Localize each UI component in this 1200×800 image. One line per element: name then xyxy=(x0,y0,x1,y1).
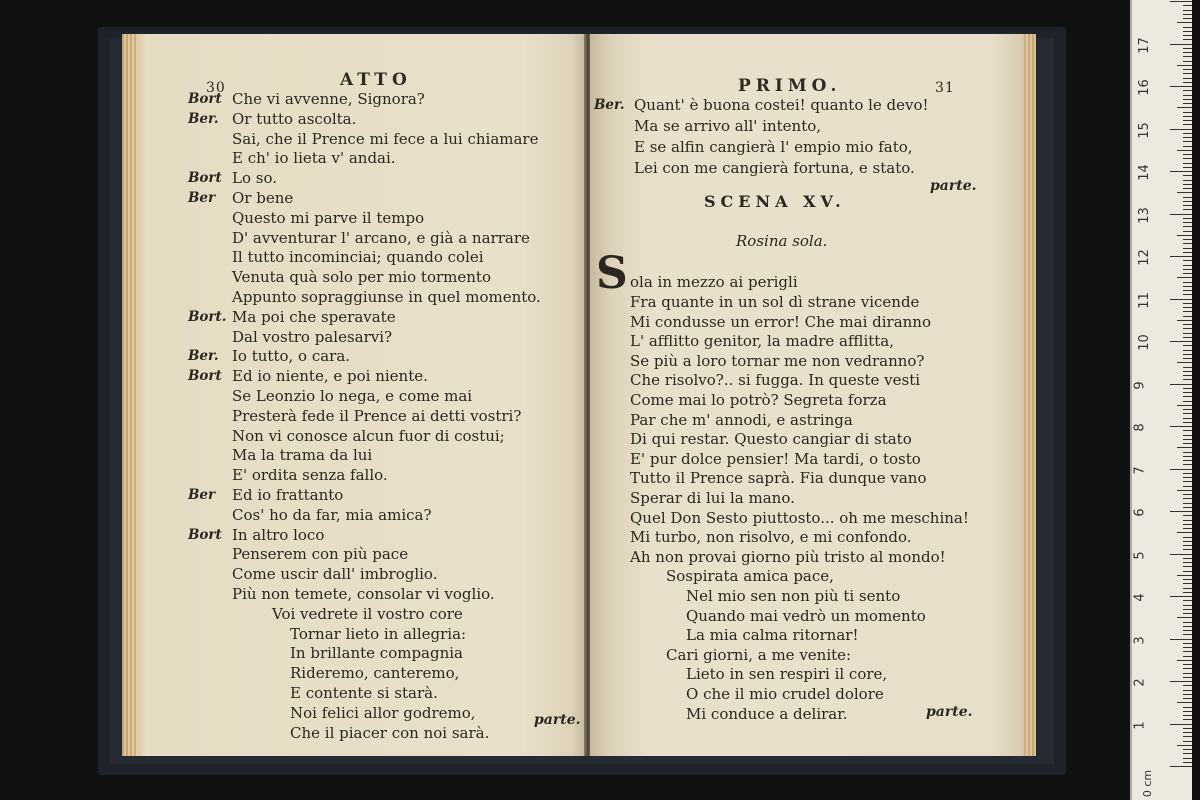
ruler-tick xyxy=(1183,498,1192,499)
ruler-tick xyxy=(1183,209,1192,210)
verse-line: Come mai lo potrò? Segreta forza xyxy=(630,391,887,409)
verse-line: E' ordita senza fallo. xyxy=(232,466,388,485)
ruler-tick xyxy=(1183,715,1192,716)
stage-direction-exit: parte. xyxy=(534,712,581,728)
ruler-tick xyxy=(1183,732,1192,733)
ruler-tick xyxy=(1183,503,1192,504)
ruler-tick xyxy=(1183,545,1192,546)
ruler-tick xyxy=(1183,571,1192,572)
ruler-tick xyxy=(1183,473,1192,474)
ruler-number: 4 xyxy=(1132,593,1148,602)
ruler-tick xyxy=(1183,762,1192,763)
ruler-tick xyxy=(1177,575,1192,576)
speaker-label: Ber xyxy=(188,190,216,206)
left-page xyxy=(122,34,586,756)
ruler-tick xyxy=(1183,396,1192,397)
verse-line: L' afflitto genitor, la madre afflitta, xyxy=(630,332,895,351)
ruler-tick xyxy=(1183,303,1192,304)
ruler-tick xyxy=(1183,566,1192,567)
ruler-tick xyxy=(1183,367,1192,368)
ruler-tick xyxy=(1183,146,1192,147)
ruler-tick xyxy=(1183,753,1192,754)
measuring-ruler xyxy=(1130,0,1192,800)
ruler-tick xyxy=(1183,354,1192,355)
ruler-tick xyxy=(1183,316,1192,317)
ruler-tick xyxy=(1183,337,1192,338)
ruler-number: 17 xyxy=(1136,36,1152,54)
running-head-right: PRIMO. xyxy=(738,76,842,96)
ruler-tick xyxy=(1170,299,1192,300)
ruler-tick xyxy=(1183,634,1192,635)
ruler-tick xyxy=(1183,167,1192,168)
ruler-tick xyxy=(1183,307,1192,308)
ruler-tick xyxy=(1183,486,1192,487)
ruler-tick xyxy=(1170,681,1192,682)
verse-line: Voi vedrete il vostro core xyxy=(272,604,463,623)
ruler-tick xyxy=(1183,651,1192,652)
running-head-left: ATTO xyxy=(340,70,412,90)
ruler-tick xyxy=(1183,163,1192,164)
ruler-tick xyxy=(1183,677,1192,678)
ruler-tick xyxy=(1183,537,1192,538)
ruler-tick xyxy=(1183,507,1192,508)
ruler-tick xyxy=(1183,630,1192,631)
ruler-tick xyxy=(1170,766,1192,767)
ruler-tick xyxy=(1183,609,1192,610)
verse-line: Non vi conosce alcun fuor di costui; xyxy=(232,426,505,445)
ruler-tick xyxy=(1183,290,1192,291)
ruler-number: 10 xyxy=(1136,334,1152,351)
ruler-tick xyxy=(1177,617,1192,618)
verse-line: Quando mai vedrò un momento xyxy=(686,606,926,625)
ruler-tick xyxy=(1170,469,1192,470)
ruler-tick xyxy=(1183,78,1192,79)
ruler-tick xyxy=(1183,698,1192,699)
ruler-tick xyxy=(1183,180,1192,181)
ruler-tick xyxy=(1170,426,1192,427)
ruler-tick xyxy=(1183,56,1192,57)
verse-line: Sai, che il Prence mi fece a lui chiamare xyxy=(232,129,539,148)
ruler-tick xyxy=(1183,579,1192,580)
ruler-tick xyxy=(1183,328,1192,329)
verse-line: Fra quante in un sol dì strane vicende xyxy=(630,293,920,311)
verse-line: D' avventurar l' arcano, e già a narrare xyxy=(232,228,530,247)
ruler-tick xyxy=(1183,112,1192,113)
ruler-tick xyxy=(1183,707,1192,708)
verse-line: Lei con me cangierà fortuna, e stato. xyxy=(634,159,915,177)
verse-line: Sperar di lui la mano. xyxy=(630,489,795,507)
ruler-tick xyxy=(1183,528,1192,529)
ruler-tick xyxy=(1177,277,1192,278)
ruler-tick xyxy=(1183,175,1192,176)
ruler-tick xyxy=(1183,401,1192,402)
ruler-tick xyxy=(1183,388,1192,389)
ruler-tick xyxy=(1183,226,1192,227)
ruler-tick xyxy=(1177,150,1192,151)
ruler-tick xyxy=(1183,656,1192,657)
ruler-tick xyxy=(1177,405,1192,406)
ruler-tick xyxy=(1183,541,1192,542)
ruler-tick xyxy=(1170,341,1192,342)
verse-line: Noi felici allor godremo, xyxy=(290,703,476,722)
ruler-tick xyxy=(1183,137,1192,138)
ruler-tick xyxy=(1183,18,1192,19)
ruler-tick xyxy=(1183,27,1192,28)
ruler-tick xyxy=(1177,65,1192,66)
ruler-tick xyxy=(1183,5,1192,6)
ruler-tick xyxy=(1183,524,1192,525)
ruler-tick xyxy=(1170,86,1192,87)
speaker-label: Ber. xyxy=(594,97,625,113)
ruler-tick xyxy=(1183,99,1192,100)
ruler-tick xyxy=(1183,418,1192,419)
ruler-tick xyxy=(1183,592,1192,593)
ruler-tick xyxy=(1183,443,1192,444)
ruler-tick xyxy=(1183,282,1192,283)
ruler-tick xyxy=(1183,422,1192,423)
ruler-tick xyxy=(1183,520,1192,521)
verse-line: Appunto sopraggiunse in quel momento. xyxy=(232,288,541,306)
ruler-tick xyxy=(1183,690,1192,691)
page-number-left: 30 xyxy=(206,80,226,96)
ruler-tick xyxy=(1177,702,1192,703)
ruler-tick xyxy=(1183,494,1192,495)
ruler-tick xyxy=(1183,413,1192,414)
ruler-tick xyxy=(1183,464,1192,465)
verse-line: E contente si starà. xyxy=(290,684,438,702)
ruler-tick xyxy=(1183,622,1192,623)
ruler-tick xyxy=(1170,554,1192,555)
ruler-tick xyxy=(1183,379,1192,380)
verse-line: Mi conduce a delirar. xyxy=(686,704,848,723)
ruler-tick xyxy=(1183,248,1192,249)
ruler-tick xyxy=(1183,61,1192,62)
ruler-tick xyxy=(1177,22,1192,23)
ruler-tick xyxy=(1183,481,1192,482)
ruler-tick xyxy=(1183,643,1192,644)
ruler-tick xyxy=(1183,600,1192,601)
ruler-tick xyxy=(1183,711,1192,712)
ruler-tick xyxy=(1183,350,1192,351)
ruler-tick xyxy=(1183,728,1192,729)
verse-line: Quel Don Sesto piuttosto... oh me meschina! xyxy=(630,508,969,527)
verse-line: Più non temete, consolar vi voglio. xyxy=(232,585,495,603)
verse-line: Questo mi parve il tempo xyxy=(232,208,425,227)
ruler-tick xyxy=(1183,14,1192,15)
verse-line: In altro loco xyxy=(232,525,325,544)
verse-line: Nel mio sen non più ti sento xyxy=(686,587,901,605)
scene-title: SCENA XV. xyxy=(704,192,846,211)
verse-line: Dal vostro palesarvi? xyxy=(232,327,393,346)
ruler-tick xyxy=(1183,613,1192,614)
ruler-tick xyxy=(1170,384,1192,385)
ruler-tick xyxy=(1183,375,1192,376)
ruler-tick xyxy=(1183,439,1192,440)
verse-line: Penserem con più pace xyxy=(232,545,409,564)
ruler-tick xyxy=(1177,660,1192,661)
ruler-tick xyxy=(1183,243,1192,244)
ruler-tick xyxy=(1183,188,1192,189)
ruler-tick xyxy=(1183,694,1192,695)
ruler-tick xyxy=(1183,435,1192,436)
ruler-tick xyxy=(1183,605,1192,606)
ruler-number: 13 xyxy=(1136,206,1152,224)
ruler-number: 15 xyxy=(1136,121,1152,139)
ruler-tick xyxy=(1183,269,1192,270)
ruler-tick xyxy=(1183,31,1192,32)
ruler-tick xyxy=(1170,511,1192,512)
verse-line: La mia calma ritornar! xyxy=(686,626,859,645)
verse-line: Ed io frattanto xyxy=(232,486,344,504)
verse-line: Lieto in sen respiri il core, xyxy=(686,665,888,684)
ruler-tick xyxy=(1183,260,1192,261)
ruler-tick xyxy=(1177,362,1192,363)
ruler-tick xyxy=(1170,44,1192,45)
verse-line: Venuta quà solo per mio tormento xyxy=(232,268,491,287)
verse-line: Come uscir dall' imbroglio. xyxy=(232,565,438,584)
ruler-tick xyxy=(1183,685,1192,686)
ruler-tick xyxy=(1183,133,1192,134)
ruler-tick xyxy=(1183,69,1192,70)
ruler-number: 12 xyxy=(1136,249,1152,266)
ruler-tick xyxy=(1183,371,1192,372)
verse-line: O che il mio crudel dolore xyxy=(686,685,884,703)
verse-line: Ma se arrivo all' intento, xyxy=(634,117,822,135)
ruler-tick xyxy=(1183,452,1192,453)
ruler-tick xyxy=(1183,231,1192,232)
ruler-tick xyxy=(1183,201,1192,202)
ruler-tick xyxy=(1183,252,1192,253)
ruler-tick xyxy=(1183,35,1192,36)
ruler-tick xyxy=(1183,477,1192,478)
verse-line: Or bene xyxy=(232,189,294,207)
right-page xyxy=(590,34,1036,756)
verse-line: Cos' ho da far, mia amica? xyxy=(232,505,432,524)
ruler-tick xyxy=(1183,154,1192,155)
ruler-tick xyxy=(1170,1,1192,2)
verse-line: Ma poi che speravate xyxy=(232,307,396,326)
page-number-right: 31 xyxy=(935,80,955,96)
ruler-tick xyxy=(1183,345,1192,346)
verse-line: Se più a loro tornar me non vedranno? xyxy=(630,351,925,370)
ruler-tick xyxy=(1183,205,1192,206)
ruler-tick xyxy=(1170,724,1192,725)
ruler-number: 6 xyxy=(1132,508,1148,517)
ruler-tick xyxy=(1183,664,1192,665)
verse-line: Quant' è buona costei! quanto le devo! xyxy=(634,96,929,114)
verse-line: Rideremo, canteremo, xyxy=(290,664,460,683)
ruler-tick xyxy=(1183,358,1192,359)
ruler-tick xyxy=(1170,639,1192,640)
ruler-tick xyxy=(1183,39,1192,40)
ruler-number: 7 xyxy=(1132,465,1148,475)
ruler-tick xyxy=(1183,239,1192,240)
verse-line: Sospirata amica pace, xyxy=(666,567,834,586)
ruler-unit: 0 cm xyxy=(1141,769,1155,798)
first-line: ola in mezzo ai perigli xyxy=(630,273,798,291)
ruler-number: 14 xyxy=(1136,164,1152,181)
ruler-tick xyxy=(1183,668,1192,669)
ruler-tick xyxy=(1183,626,1192,627)
ruler-tick xyxy=(1183,749,1192,750)
ruler-tick xyxy=(1183,460,1192,461)
ruler-tick xyxy=(1183,673,1192,674)
ruler-tick xyxy=(1183,294,1192,295)
ruler-number: 2 xyxy=(1132,678,1148,687)
ruler-number: 9 xyxy=(1132,380,1148,390)
ruler-tick xyxy=(1183,430,1192,431)
ruler-tick xyxy=(1177,320,1192,321)
ruler-tick xyxy=(1183,273,1192,274)
ruler-tick xyxy=(1183,82,1192,83)
verse-line: Par che m' annodi, e astringa xyxy=(630,410,853,429)
verse-line: Presterà fede il Prence ai detti vostri? xyxy=(232,406,522,425)
verse-line: Tornar lieto in allegria: xyxy=(290,624,467,643)
ruler-tick xyxy=(1183,741,1192,742)
ruler-tick xyxy=(1183,515,1192,516)
ruler-tick xyxy=(1183,116,1192,117)
ruler-tick xyxy=(1183,184,1192,185)
ruler-tick xyxy=(1183,10,1192,11)
ruler-number: 5 xyxy=(1132,550,1148,560)
ruler-tick xyxy=(1183,549,1192,550)
stage-direction-exit-bottom: parte. xyxy=(926,704,973,720)
ruler-tick xyxy=(1183,719,1192,720)
ruler-tick xyxy=(1183,583,1192,584)
ruler-tick xyxy=(1177,532,1192,533)
ruler-tick xyxy=(1183,324,1192,325)
ruler-number: 3 xyxy=(1132,635,1148,645)
speaker-label: Bort xyxy=(188,368,222,385)
ruler-tick xyxy=(1177,192,1192,193)
verse-line: Lo so. xyxy=(232,169,277,188)
ruler-tick xyxy=(1183,588,1192,589)
ruler-tick xyxy=(1183,562,1192,563)
verse-line: Ma la trama da lui xyxy=(232,446,373,465)
ruler-number: 8 xyxy=(1132,423,1148,432)
verse-line: E ch' io lieta v' andai. xyxy=(232,149,396,168)
scene-subtitle: Rosina sola. xyxy=(736,232,828,250)
ruler-tick xyxy=(1183,90,1192,91)
verse-line: Se Leonzio lo nega, e come mai xyxy=(232,387,473,405)
ruler-tick xyxy=(1183,222,1192,223)
ruler-tick xyxy=(1183,558,1192,559)
speaker-label: Bort xyxy=(188,526,222,543)
ruler-tick xyxy=(1183,73,1192,74)
ruler-tick xyxy=(1183,95,1192,96)
verse-line: Io tutto, o cara. xyxy=(232,347,351,366)
speaker-label: Bort xyxy=(188,91,222,107)
ruler-tick xyxy=(1170,256,1192,257)
verse-line: Cari giorni, a me venite: xyxy=(666,645,852,664)
ruler-tick xyxy=(1183,265,1192,266)
ruler-tick xyxy=(1183,392,1192,393)
ruler-number: 11 xyxy=(1136,291,1152,309)
ruler-tick xyxy=(1183,124,1192,125)
verse-line: Ah non provai giorno più tristo al mondo! xyxy=(630,547,946,566)
verse-line: In brillante compagnia xyxy=(290,644,463,663)
verse-line: E' pur dolce pensier! Ma tardi, o tosto xyxy=(630,449,921,468)
speaker-label: Bort xyxy=(188,170,222,187)
ruler-tick xyxy=(1183,141,1192,142)
ruler-tick xyxy=(1183,409,1192,410)
ruler-tick xyxy=(1170,214,1192,215)
ruler-tick xyxy=(1177,447,1192,448)
ruler-tick xyxy=(1183,286,1192,287)
ruler-tick xyxy=(1170,129,1192,130)
verse-line: Che vi avvenne, Signora? xyxy=(232,90,425,108)
verse-line: Mi condusse un error! Che mai diranno xyxy=(630,312,932,331)
speaker-label: Ber. xyxy=(188,110,219,127)
ruler-tick xyxy=(1183,758,1192,759)
ruler-tick xyxy=(1183,48,1192,49)
speaker-label: Bort. xyxy=(188,308,227,325)
ruler-tick xyxy=(1183,197,1192,198)
ruler-tick xyxy=(1183,333,1192,334)
ruler-tick xyxy=(1170,596,1192,597)
verse-line: Di qui restar. Questo cangiar di stato xyxy=(630,430,912,449)
ruler-tick xyxy=(1183,311,1192,312)
ruler-tick xyxy=(1177,490,1192,491)
speaker-label: Ber xyxy=(188,487,216,503)
ruler-tick xyxy=(1183,158,1192,159)
stage-direction-exit-top: parte. xyxy=(930,178,977,194)
ruler-tick xyxy=(1183,647,1192,648)
verse-line: E se alfin cangierà l' empio mio fato, xyxy=(634,138,913,156)
ruler-tick xyxy=(1177,745,1192,746)
ruler-tick xyxy=(1177,235,1192,236)
ruler-number: 16 xyxy=(1136,79,1152,96)
verse-line: Ed io niente, e poi niente. xyxy=(232,367,428,386)
verse-line: Tutto il Prence saprà. Fia dunque vano xyxy=(630,469,927,488)
ruler-tick xyxy=(1183,456,1192,457)
ruler-tick xyxy=(1183,120,1192,121)
ruler-tick xyxy=(1183,103,1192,104)
ruler-tick xyxy=(1170,171,1192,172)
verse-line: Che il piacer con noi sarà. xyxy=(290,723,490,742)
ruler-number: 1 xyxy=(1132,720,1148,730)
ruler-tick xyxy=(1183,52,1192,53)
ruler-tick xyxy=(1177,107,1192,108)
verse-line: Il tutto incominciai; quando colei xyxy=(232,248,484,267)
ruler-tick xyxy=(1183,736,1192,737)
verse-line: Mi turbo, non risolvo, e mi confondo. xyxy=(630,528,912,547)
verse-line: Che risolvo?.. si fugga. In queste vesti xyxy=(630,371,921,390)
ruler-tick xyxy=(1183,218,1192,219)
verse-line: Or tutto ascolta. xyxy=(232,109,357,128)
speaker-label: Ber. xyxy=(188,348,219,365)
drop-cap: S xyxy=(596,248,628,299)
